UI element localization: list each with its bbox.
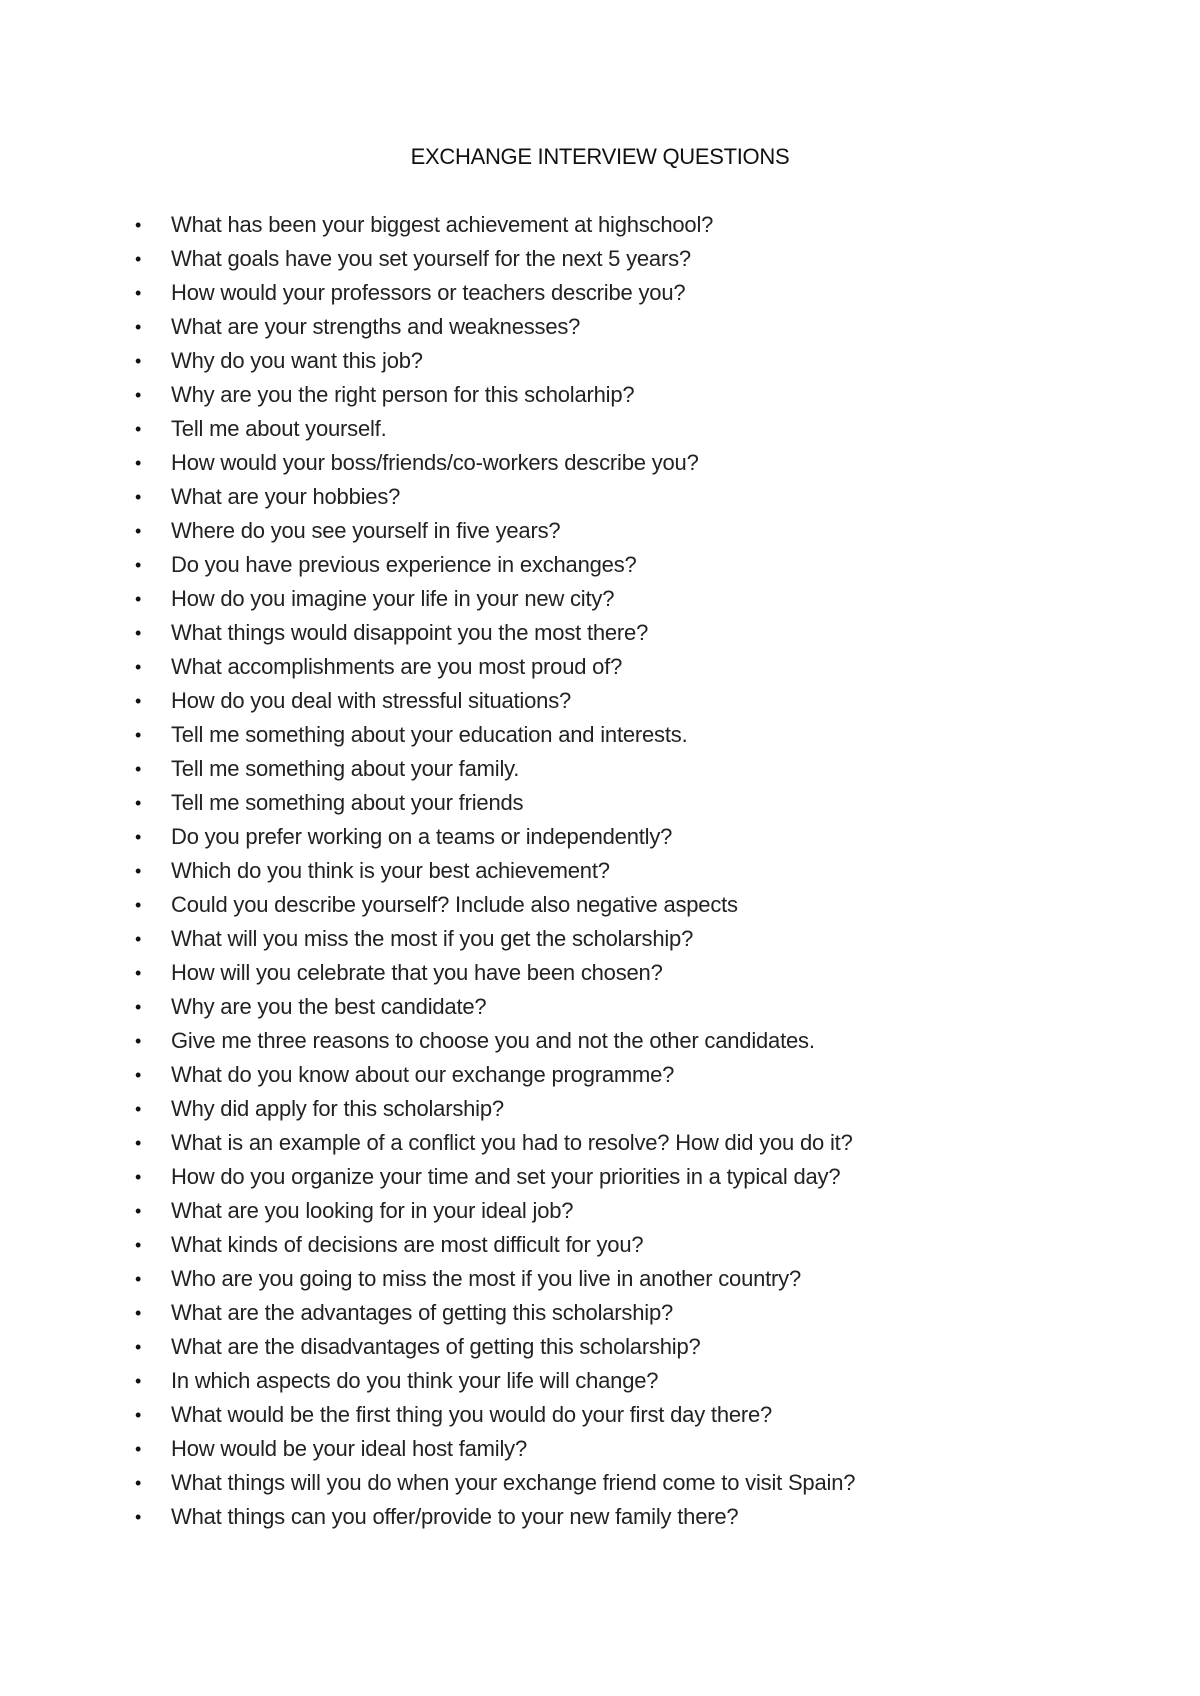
bullet-icon: •	[135, 385, 142, 405]
list-item	[0, 854, 1200, 888]
bullet-icon: •	[135, 487, 142, 507]
question-text: What are your hobbies?	[171, 484, 401, 509]
list-item	[0, 1364, 1200, 1398]
question-text: Which do you think is your best achievement?	[171, 858, 610, 883]
question-text: What has been your biggest achievement at highschool?	[171, 212, 714, 237]
list-item	[0, 752, 1200, 786]
list-item	[0, 888, 1200, 922]
list-item	[0, 208, 1200, 242]
list-item	[0, 1024, 1200, 1058]
question-text: What are the advantages of getting this scholarship?	[171, 1300, 674, 1325]
list-item	[0, 1126, 1200, 1160]
list-item	[0, 956, 1200, 990]
list-item	[0, 446, 1200, 480]
question-text: How will you celebrate that you have been chosen?	[171, 960, 663, 985]
bullet-icon: •	[135, 1201, 142, 1221]
question-text: Could you describe yourself? Include also negative aspects	[171, 892, 738, 917]
list-item	[0, 344, 1200, 378]
question-text: What goals have you set yourself for the next 5 years?	[171, 246, 691, 271]
bullet-icon: •	[135, 1167, 142, 1187]
bullet-icon: •	[135, 895, 142, 915]
list-item	[0, 412, 1200, 446]
list-item	[0, 786, 1200, 820]
question-text: Who are you going to miss the most if you live in another country?	[171, 1266, 802, 1291]
question-text: Do you prefer working on a teams or independently?	[171, 824, 673, 849]
question-text: What are your strengths and weaknesses?	[171, 314, 581, 339]
list-item	[0, 1092, 1200, 1126]
list-item	[0, 1466, 1200, 1500]
list-item	[0, 276, 1200, 310]
list-item	[0, 310, 1200, 344]
question-text: What are you looking for in your ideal job?	[171, 1198, 574, 1223]
question-text: Give me three reasons to choose you and not the other candidates.	[171, 1028, 815, 1053]
bullet-icon: •	[135, 1507, 142, 1527]
document-title: EXCHANGE INTERVIEW QUESTIONS	[410, 144, 790, 169]
question-text: Why are you the best candidate?	[171, 994, 487, 1019]
bullet-icon: •	[135, 623, 142, 643]
list-item	[0, 616, 1200, 650]
question-list	[0, 208, 1200, 1534]
bullet-icon: •	[135, 827, 142, 847]
question-text: Tell me something about your friends	[171, 790, 524, 815]
question-text: In which aspects do you think your life will change?	[171, 1368, 659, 1393]
list-item	[0, 1398, 1200, 1432]
bullet-icon: •	[135, 419, 142, 439]
question-text: Do you have previous experience in exchanges?	[171, 552, 637, 577]
question-text: How would your boss/friends/co-workers describe you?	[171, 450, 699, 475]
list-item	[0, 242, 1200, 276]
bullet-icon: •	[135, 1031, 142, 1051]
bullet-icon: •	[135, 1337, 142, 1357]
bullet-icon: •	[135, 283, 142, 303]
bullet-icon: •	[135, 1133, 142, 1153]
list-item	[0, 684, 1200, 718]
bullet-icon: •	[135, 589, 142, 609]
bullet-icon: •	[135, 793, 142, 813]
question-text: What are the disadvantages of getting this scholarship?	[171, 1334, 701, 1359]
list-item	[0, 582, 1200, 616]
bullet-icon: •	[135, 317, 142, 337]
question-text: How do you organize your time and set your priorities in a typical day?	[171, 1164, 841, 1189]
list-item	[0, 1500, 1200, 1534]
list-item	[0, 378, 1200, 412]
bullet-icon: •	[135, 555, 142, 575]
bullet-icon: •	[135, 1371, 142, 1391]
bullet-icon: •	[135, 759, 142, 779]
list-item	[0, 1330, 1200, 1364]
list-item	[0, 1228, 1200, 1262]
question-text: Why do you want this job?	[171, 348, 423, 373]
question-text: What things would disappoint you the most there?	[171, 620, 649, 645]
list-item	[0, 922, 1200, 956]
bullet-icon: •	[135, 1473, 142, 1493]
list-item	[0, 1296, 1200, 1330]
question-text: What accomplishments are you most proud of?	[171, 654, 623, 679]
list-item	[0, 514, 1200, 548]
list-item	[0, 1058, 1200, 1092]
list-item	[0, 1160, 1200, 1194]
list-item	[0, 650, 1200, 684]
question-text: What will you miss the most if you get the scholarship?	[171, 926, 694, 951]
list-item	[0, 1194, 1200, 1228]
question-text: Tell me something about your education and interests.	[171, 722, 688, 747]
bullet-icon: •	[135, 453, 142, 473]
list-item	[0, 1262, 1200, 1296]
bullet-icon: •	[135, 521, 142, 541]
bullet-icon: •	[135, 1269, 142, 1289]
question-text: Why are you the right person for this scholarhip?	[171, 382, 635, 407]
bullet-icon: •	[135, 963, 142, 983]
bullet-icon: •	[135, 1065, 142, 1085]
question-text: Tell me something about your family.	[171, 756, 520, 781]
bullet-icon: •	[135, 691, 142, 711]
question-text: What kinds of decisions are most difficult for you?	[171, 1232, 644, 1257]
question-text: How do you imagine your life in your new city?	[171, 586, 615, 611]
bullet-icon: •	[135, 1405, 142, 1425]
bullet-icon: •	[135, 351, 142, 371]
question-text: What things can you offer/provide to your new family there?	[171, 1504, 739, 1529]
question-text: What do you know about our exchange programme?	[171, 1062, 675, 1087]
question-text: What things will you do when your exchange friend come to visit Spain?	[171, 1470, 856, 1495]
question-text: What is an example of a conflict you had to resolve? How did you do it?	[171, 1130, 853, 1155]
list-item	[0, 548, 1200, 582]
bullet-icon: •	[135, 861, 142, 881]
bullet-icon: •	[135, 997, 142, 1017]
bullet-icon: •	[135, 215, 142, 235]
bullet-icon: •	[135, 929, 142, 949]
bullet-icon: •	[135, 1099, 142, 1119]
bullet-icon: •	[135, 725, 142, 745]
bullet-icon: •	[135, 1439, 142, 1459]
question-text: What would be the first thing you would do your first day there?	[171, 1402, 773, 1427]
question-text: Where do you see yourself in five years?	[171, 518, 561, 543]
list-item	[0, 990, 1200, 1024]
bullet-icon: •	[135, 1235, 142, 1255]
question-text: Tell me about yourself.	[171, 416, 387, 441]
question-text: Why did apply for this scholarship?	[171, 1096, 504, 1121]
bullet-icon: •	[135, 657, 142, 677]
bullet-icon: •	[135, 1303, 142, 1323]
question-text: How would your professors or teachers describe you?	[171, 280, 686, 305]
question-text: How do you deal with stressful situations?	[171, 688, 572, 713]
list-item	[0, 480, 1200, 514]
list-item	[0, 1432, 1200, 1466]
list-item	[0, 820, 1200, 854]
question-text: How would be your ideal host family?	[171, 1436, 527, 1461]
bullet-icon: •	[135, 249, 142, 269]
list-item	[0, 718, 1200, 752]
